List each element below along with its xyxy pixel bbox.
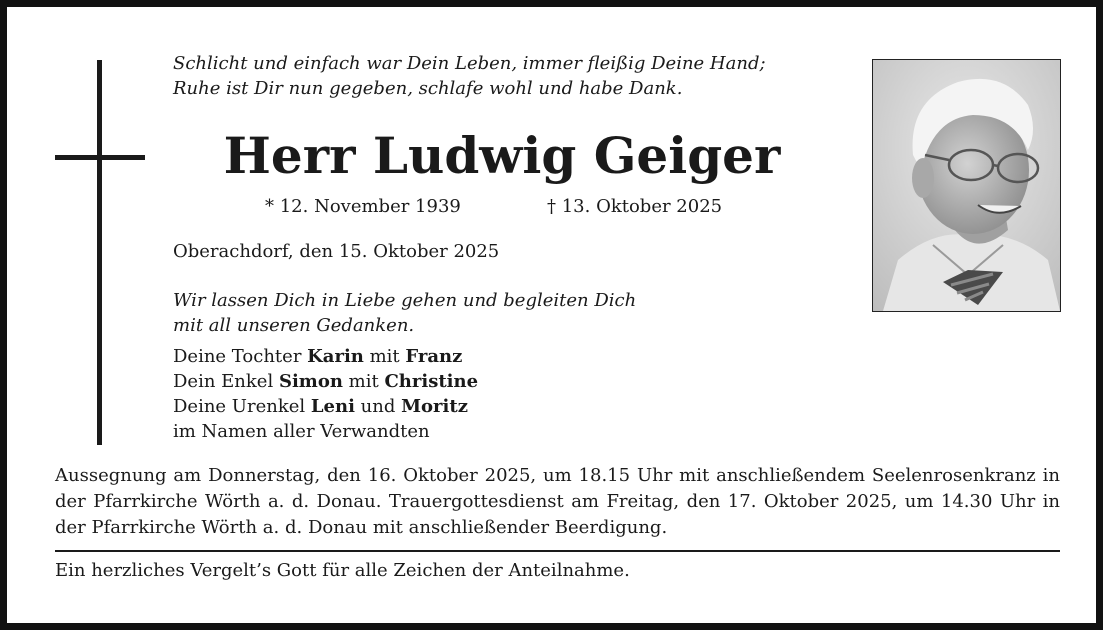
farewell-text xyxy=(173,288,793,338)
farewell-line: Wir lassen Dich in Liebe gehen und begleiten Dich xyxy=(173,290,637,311)
mourner-joiner: und xyxy=(360,396,396,417)
mourners-closing: im Namen aller Verwandten xyxy=(173,421,430,442)
birth-date: * 12. November 1939 xyxy=(265,196,461,217)
funeral-service-info: Aussegnung am Donnerstag, den 16. Oktober 2025, um 18.15 Uhr mit anschließendem Seelenrosenkranz in der Pfarrkirche Wörth a. d. Donau. Trauergottesdienst am Freitag, den 17. Oktober 2025, um 14.30 Uhr in der Pfarrkirche Wörth a. d. Donau mit anschließender Beerdigung. xyxy=(55,465,1060,538)
mourner-name: Leni xyxy=(310,396,355,417)
cross-horizontal-bar xyxy=(55,155,145,160)
mourner-relation: Dein Enkel xyxy=(173,371,274,392)
farewell-line: mit all unseren Gedanken. xyxy=(173,315,415,336)
cross-vertical-bar xyxy=(97,60,102,445)
mourner-name: Simon xyxy=(278,371,343,392)
mourner-joiner: mit xyxy=(348,371,379,392)
death-date: † 13. Oktober 2025 xyxy=(547,196,723,217)
mourner-joiner: mit xyxy=(369,346,400,367)
portrait-photo xyxy=(872,59,1061,312)
verse-line: Schlicht und einfach war Dein Leben, immer fleißig Deine Hand; xyxy=(173,53,766,74)
memorial-verse xyxy=(173,51,853,101)
mourner-name: Karin xyxy=(307,346,364,367)
divider-line xyxy=(55,550,1060,552)
thanks-note: Ein herzliches Vergelt’s Gott für alle Zeichen der Anteilnahme. xyxy=(55,560,630,581)
mourner-name: Christine xyxy=(384,371,479,392)
mourner-relation: Deine Tochter xyxy=(173,346,302,367)
mourners-list xyxy=(173,344,478,444)
deceased-name: Herr Ludwig Geiger xyxy=(223,126,781,185)
mourner-line xyxy=(173,394,478,419)
mourner-line xyxy=(173,369,478,394)
verse-line: Ruhe ist Dir nun gegeben, schlafe wohl und habe Dank. xyxy=(173,78,683,99)
place-and-date: Oberachdorf, den 15. Oktober 2025 xyxy=(173,241,500,262)
mourner-name: Moritz xyxy=(401,396,468,417)
mourner-relation: Deine Urenkel xyxy=(173,396,306,417)
mourner-name: Franz xyxy=(405,346,463,367)
mourner-line xyxy=(173,344,478,369)
